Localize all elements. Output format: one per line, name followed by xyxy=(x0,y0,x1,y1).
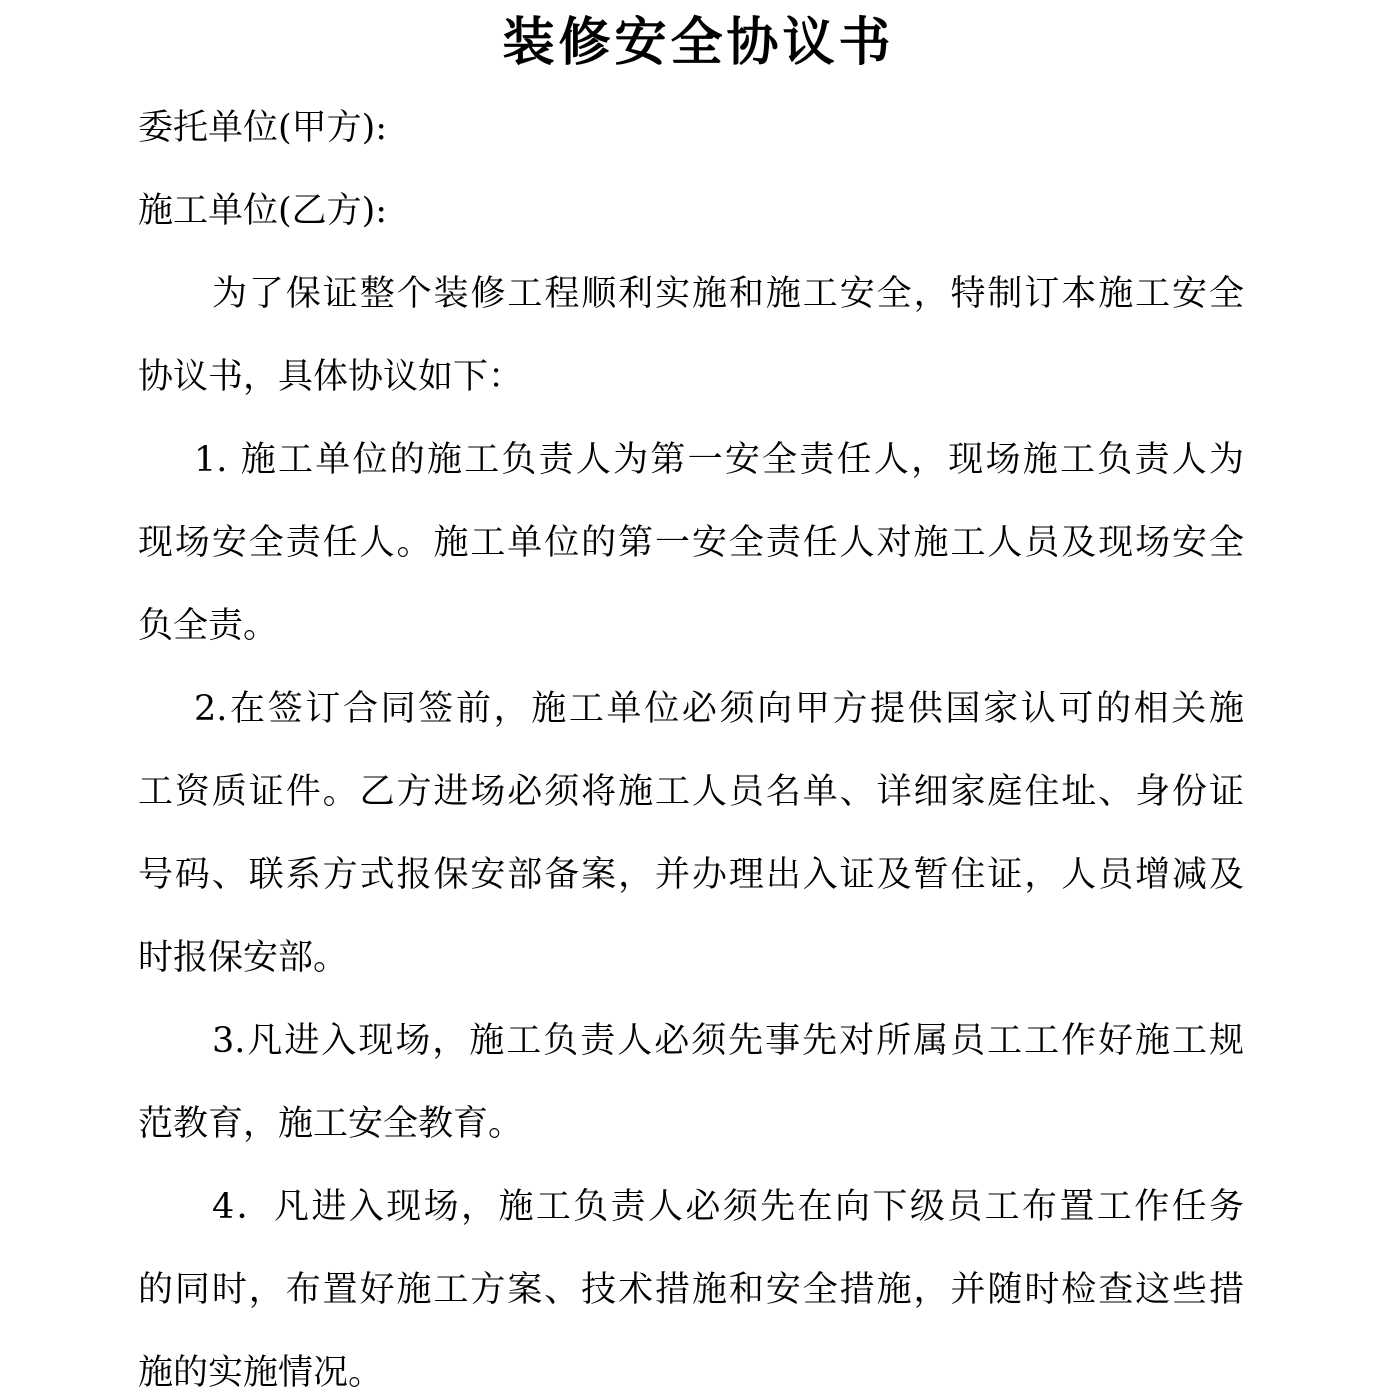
intro-paragraph-line: 为了保证整个装修工程顺利实施和施工安全，特制订本施工安全 xyxy=(212,274,1244,314)
clause-1-line: 1. 施工单位的施工负责人为第一安全责任人，现场施工负责人为 xyxy=(194,440,1244,480)
clause-2-line: 时报保安部。 xyxy=(138,938,349,978)
party-a-label: 委托单位(甲方): xyxy=(138,108,388,148)
clause-3-line: 3.凡进入现场，施工负责人必须先事先对所属员工工作好施工规 xyxy=(212,1021,1244,1061)
clause-2-line: 2.在签订合同签前，施工单位必须向甲方提供国家认可的相关施 xyxy=(194,689,1244,729)
clause-2-line: 工资质证件。乙方进场必须将施工人员名单、详细家庭住址、身份证 xyxy=(138,772,1244,812)
document-title: 装修安全协议书 xyxy=(502,12,895,73)
intro-paragraph-line: 协议书，具体协议如下： xyxy=(138,357,524,397)
clause-4-line: 的同时，布置好施工方案、技术措施和安全措施，并随时检查这些措 xyxy=(138,1270,1244,1310)
clause-3-line: 范教育，施工安全教育。 xyxy=(138,1104,524,1144)
clause-2-line: 号码、联系方式报保安部备案，并办理出入证及暂住证，人员增减及 xyxy=(138,855,1244,895)
party-b-label: 施工单位(乙方): xyxy=(138,191,388,231)
clause-4-line: 施的实施情况。 xyxy=(138,1353,384,1393)
clause-4-line: 4．凡进入现场，施工负责人必须先在向下级员工布置工作任务 xyxy=(212,1187,1244,1227)
clause-1-line: 负全责。 xyxy=(138,606,279,646)
clause-1-line: 现场安全责任人。施工单位的第一安全责任人对施工人员及现场安全 xyxy=(138,523,1244,563)
